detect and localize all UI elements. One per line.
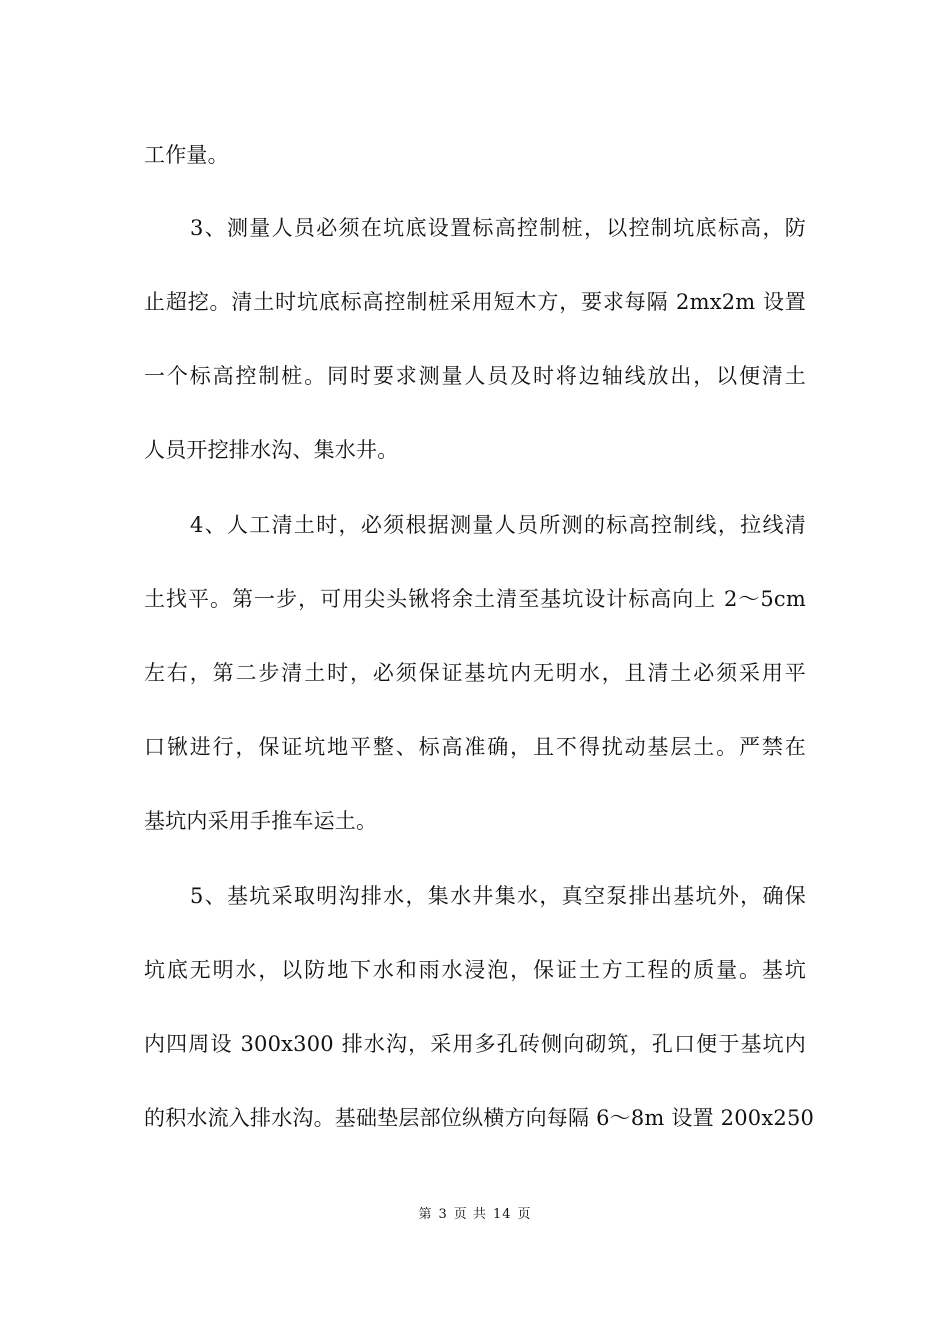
text-line: 3、测量人员必须在坑底设置标高控制桩，以控制坑底标高，防 [190, 216, 806, 240]
text-line: 土找平。第一步，可用尖头锹将余土清至基坑设计标高向上 2～5cm [144, 587, 806, 611]
footer-page-number: 3 [438, 1207, 448, 1222]
text-line: 的积水流入排水沟。基础垫层部位纵横方向每隔 6～8m 设置 200x250 [144, 1106, 815, 1130]
text-line: 坑底无明水，以防地下水和雨水浸泡，保证土方工程的质量。基坑 [144, 958, 806, 982]
text-line: 左右，第二步清土时，必须保证基坑内无明水，且清土必须采用平 [144, 661, 806, 685]
footer-prefix: 第 [418, 1207, 433, 1222]
page-footer [0, 1206, 950, 1224]
text-line: 内四周设 300x300 排水沟，采用多孔砖侧向砌筑，孔口便于基坑内 [144, 1032, 806, 1056]
footer-suffix: 页 [517, 1207, 532, 1222]
footer-middle: 页 共 [453, 1207, 487, 1222]
text-line: 工作量。 [144, 143, 229, 167]
text-line: 5、基坑采取明沟排水，集水井集水，真空泵排出基坑外，确保 [190, 884, 806, 908]
text-line: 口锹进行，保证坑地平整、标高准确，且不得扰动基层土。严禁在 [144, 735, 806, 759]
footer-total-pages: 14 [492, 1207, 512, 1222]
text-line: 止超挖。清土时坑底标高控制桩采用短木方，要求每隔 2mx2m 设置 [144, 290, 806, 314]
text-line: 4、人工清土时，必须根据测量人员所测的标高控制线，拉线清 [190, 513, 806, 537]
text-line: 基坑内采用手推车运土。 [144, 809, 378, 833]
text-line: 人员开挖排水沟、集水井。 [144, 438, 399, 462]
text-line: 一个标高控制桩。同时要求测量人员及时将边轴线放出，以便清土 [144, 364, 806, 388]
